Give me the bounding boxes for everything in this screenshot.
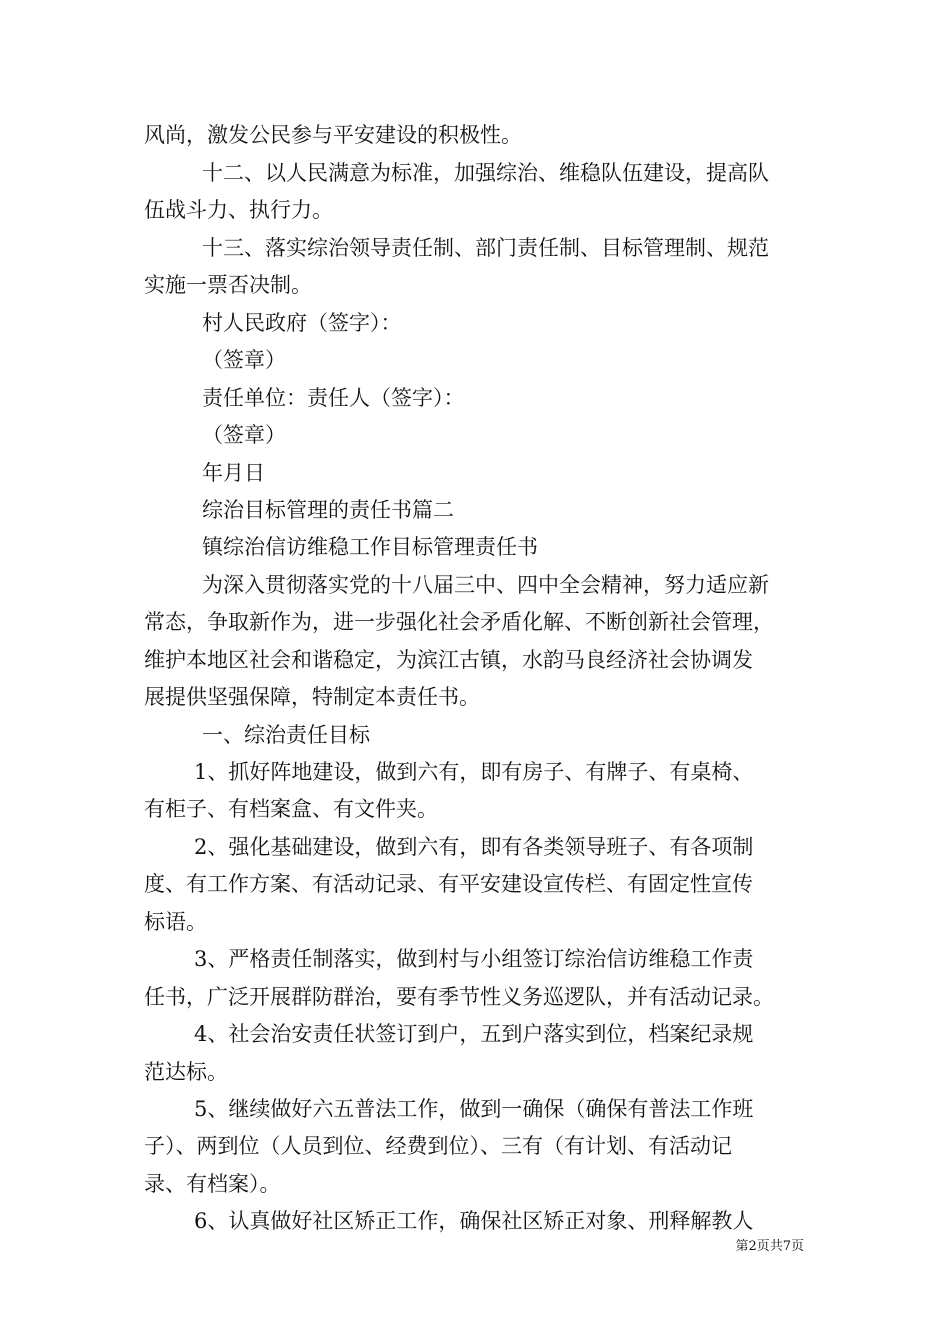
text-line: 6、认真做好社区矫正工作，确保社区矫正对象、刑释解教人 xyxy=(194,1209,754,1233)
text-line: 子）、两到位（人员到位、经费到位）、三有（有计划、有活动记 xyxy=(144,1134,732,1158)
text-line: 范达标。 xyxy=(144,1060,228,1084)
text-line: 为深入贯彻落实党的十八届三中、四中全会精神，努力适应新 xyxy=(202,573,769,597)
text-line: 4、社会治安责任状签订到户，五到户落实到位，档案纪录规 xyxy=(194,1022,754,1046)
text-line: 2、强化基础建设，做到六有，即有各类领导班子、有各项制 xyxy=(194,835,754,859)
text-line: 常态，争取新作为，进一步强化社会矛盾化解、不断创新社会管理， xyxy=(144,610,774,634)
page-number: 第2页共7页 xyxy=(735,1239,804,1254)
text-line: 伍战斗力、执行力。 xyxy=(144,198,333,222)
text-line: 5、继续做好六五普法工作，做到一确保（确保有普法工作班 xyxy=(194,1097,754,1121)
text-line: 3、严格责任制落实，做到村与小组签订综治信访维稳工作责 xyxy=(194,947,754,971)
text-line: 录、有档案）。 xyxy=(144,1172,281,1196)
text-line: 维护本地区社会和谐稳定，为滨江古镇，水韵马良经济社会协调发 xyxy=(144,648,753,672)
text-line: 十二、以人民满意为标准，加强综治、维稳队伍建设，提高队 xyxy=(202,161,769,185)
text-line: （签章） xyxy=(202,423,286,447)
text-line: 年月日 xyxy=(202,461,265,485)
text-line: 实施一票否决制。 xyxy=(144,273,312,297)
text-line: 展提供坚强保障，特制定本责任书。 xyxy=(144,685,480,709)
text-line: 任书，广泛开展群防群治，要有季节性义务巡逻队，并有活动记录。 xyxy=(144,985,774,1009)
section-title: 综治目标管理的责任书篇二 xyxy=(202,498,454,522)
text-line: 十三、落实综治领导责任制、部门责任制、目标管理制、规范 xyxy=(202,236,769,260)
text-line: 1、抓好阵地建设，做到六有，即有房子、有牌子、有桌椅、 xyxy=(194,760,754,784)
section-heading: 一、综治责任目标 xyxy=(202,723,370,747)
text-line: （签章） xyxy=(202,348,286,372)
text-line: 责任单位：责任人（签字）： xyxy=(202,386,465,410)
document-title: 镇综治信访维稳工作目标管理责任书 xyxy=(202,535,538,559)
text-line: 风尚，激发公民参与平安建设的积极性。 xyxy=(144,123,522,147)
text-line: 有柜子、有档案盒、有文件夹。 xyxy=(144,797,438,821)
text-line: 村人民政府（签字）： xyxy=(202,311,402,335)
text-line: 标语。 xyxy=(144,910,207,934)
text-line: 度、有工作方案、有活动记录、有平安建设宣传栏、有固定性宣传 xyxy=(144,872,753,896)
